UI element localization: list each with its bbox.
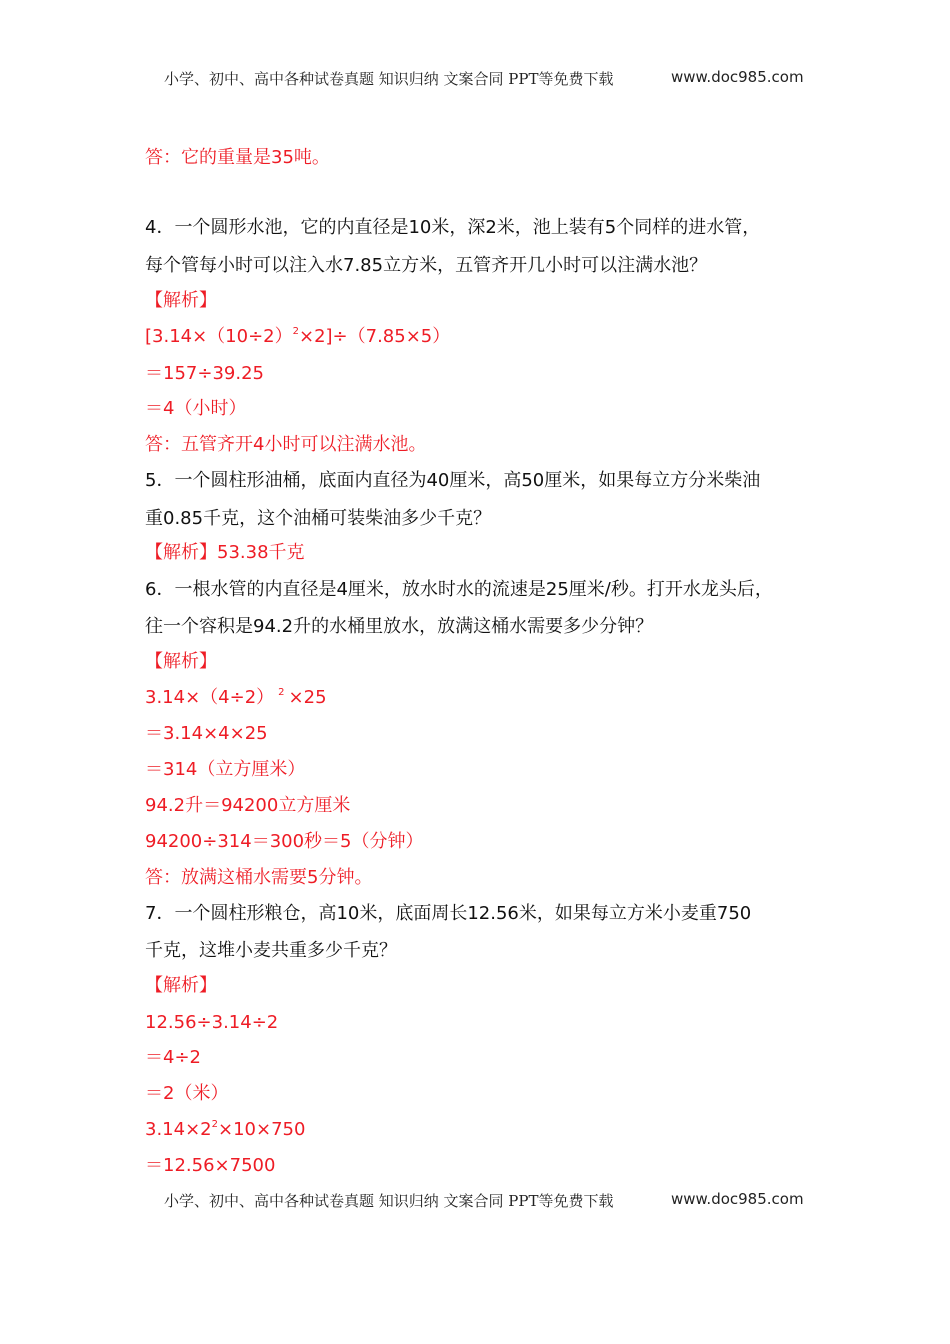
q4-analysis-label: 【解析】 [145, 290, 217, 311]
q6-step1 [145, 686, 327, 713]
q7-step5: ＝12.56×7500 [145, 1155, 276, 1176]
q6-line2: 往一个容积是94.2升的水桶里放水，放满这桶水需要多少分钟？ [145, 616, 654, 637]
q6-step1-a: 3.14×（4÷2） [145, 687, 275, 708]
q6-step1-b: ×25 [288, 687, 327, 708]
q4-step2: ＝157÷39.25 [145, 363, 264, 384]
q5-line2: 重0.85千克，这个油桶可装柴油多少千克？ [145, 508, 492, 529]
q4-answer: 答：五管齐开4小时可以注满水池。 [145, 434, 427, 455]
q7-step4 [145, 1118, 305, 1145]
q4-step1-b: ×2]÷（7.85×5） [299, 326, 451, 347]
q4-line1: 4．一个圆形水池，它的内直径是10米，深2米，池上装有5个同样的进水管， [145, 217, 761, 238]
q6-step2: ＝3.14×4×25 [145, 723, 268, 744]
q6-step3: ＝314（立方厘米） [145, 759, 306, 780]
q4-step1-sup: 2 [292, 326, 299, 337]
q6-step1-sup: 2 [278, 687, 285, 698]
q5-analysis-label: 【解析】 [145, 542, 217, 563]
q4-step3: ＝4（小时） [145, 398, 247, 419]
q6-line1: 6．一根水管的内直径是4厘米，放水时水的流速是25厘米/秒。打开水龙头后， [145, 579, 773, 600]
q7-line2: 千克，这堆小麦共重多少千克？ [145, 940, 397, 961]
q7-step3: ＝2（米） [145, 1083, 229, 1104]
q5-line1: 5．一个圆柱形油桶，底面内直径为40厘米，高50厘米，如果每立方分米柴油 [145, 470, 761, 491]
q4-step1 [145, 325, 450, 352]
q7-step4-b: ×10×750 [218, 1119, 306, 1140]
q7-step4-a: 3.14×2 [145, 1119, 212, 1140]
q7-analysis-label: 【解析】 [145, 975, 217, 996]
q6-analysis-label: 【解析】 [145, 651, 217, 672]
q7-step1: 12.56÷3.14÷2 [145, 1012, 279, 1033]
q5-analysis [145, 541, 305, 565]
q7-line1: 7．一个圆柱形粮仓，高10米，底面周长12.56米，如果每立方米小麦重750 [145, 903, 752, 924]
q4-step1-a: [3.14×（10÷2） [145, 326, 293, 347]
q7-step2: ＝4÷2 [145, 1047, 201, 1068]
footer-url[interactable]: www.doc985.com [671, 1190, 804, 1208]
q6-step5: 94200÷314＝300秒＝5（分钟） [145, 831, 424, 852]
header-text: 小学、初中、高中各种试卷真题 知识归纳 文案合同 PPT等免费下载 [164, 70, 614, 88]
q4-line2: 每个管每小时可以注入水7.85立方米，五管齐开几小时可以注满水池？ [145, 255, 708, 276]
prev-answer: 答：它的重量是35吨。 [145, 147, 330, 168]
q6-answer: 答：放满这桶水需要5分钟。 [145, 867, 373, 888]
header-url[interactable]: www.doc985.com [671, 68, 804, 86]
q6-step4: 94.2升＝94200立方厘米 [145, 795, 351, 816]
q5-result: 53.38千克 [217, 542, 305, 563]
footer-text: 小学、初中、高中各种试卷真题 知识归纳 文案合同 PPT等免费下载 [164, 1192, 614, 1210]
q7-step4-sup: 2 [211, 1119, 218, 1130]
